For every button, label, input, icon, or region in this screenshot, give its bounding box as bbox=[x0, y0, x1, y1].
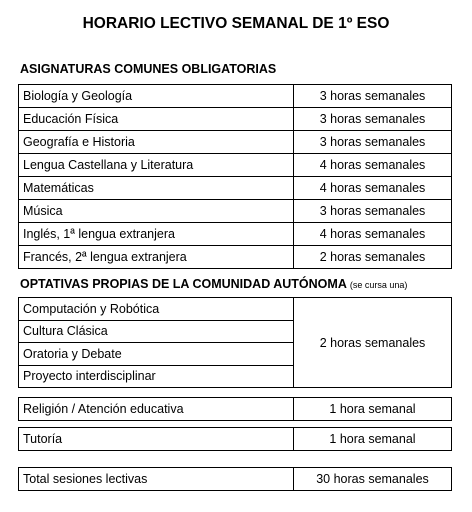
optional-hours: 2 horas semanales bbox=[294, 298, 452, 388]
subject-name: Proyecto interdisciplinar bbox=[19, 365, 294, 388]
total-table bbox=[18, 467, 452, 491]
subject-hours: 3 horas semanales bbox=[294, 200, 452, 223]
subject-hours: 3 horas semanales bbox=[294, 85, 452, 108]
subject-hours: 1 hora semanal bbox=[294, 398, 452, 421]
subject-name: Geografía e Historia bbox=[19, 131, 294, 154]
table-row bbox=[19, 468, 452, 491]
subject-name: Francés, 2ª lengua extranjera bbox=[19, 246, 294, 269]
subject-hours: 4 horas semanales bbox=[294, 154, 452, 177]
subject-hours: 4 horas semanales bbox=[294, 223, 452, 246]
table-row bbox=[19, 108, 452, 131]
subject-name: Cultura Clásica bbox=[19, 320, 294, 343]
subject-name: Inglés, 1ª lengua extranjera bbox=[19, 223, 294, 246]
optional-subjects-table bbox=[18, 297, 452, 388]
table-row bbox=[19, 154, 452, 177]
table-row bbox=[19, 177, 452, 200]
subject-name: Lengua Castellana y Literatura bbox=[19, 154, 294, 177]
table-row bbox=[19, 298, 452, 321]
total-label: Total sesiones lectivas bbox=[19, 468, 294, 491]
table-row bbox=[19, 200, 452, 223]
subject-name: Matemáticas bbox=[19, 177, 294, 200]
page-title: HORARIO LECTIVO SEMANAL DE 1º ESO bbox=[82, 15, 390, 32]
subject-hours: 4 horas semanales bbox=[294, 177, 452, 200]
subject-name: Música bbox=[19, 200, 294, 223]
common-subjects-heading: ASIGNATURAS COMUNES OBLIGATORIAS bbox=[20, 62, 277, 76]
subject-name: Oratoria y Debate bbox=[19, 343, 294, 366]
subject-hours: 3 horas semanales bbox=[294, 131, 452, 154]
tutor-table bbox=[18, 427, 452, 451]
subject-name: Biología y Geología bbox=[19, 85, 294, 108]
table-row bbox=[19, 428, 452, 451]
subject-name: Educación Física bbox=[19, 108, 294, 131]
table-row bbox=[19, 246, 452, 269]
table-row bbox=[19, 131, 452, 154]
table-row bbox=[19, 398, 452, 421]
religion-table bbox=[18, 397, 452, 421]
subject-hours: 3 horas semanales bbox=[294, 108, 452, 131]
optional-subjects-heading bbox=[20, 277, 407, 291]
optional-note: (se cursa una) bbox=[349, 280, 408, 290]
common-subjects-table bbox=[18, 84, 452, 269]
subject-hours: 2 horas semanales bbox=[294, 246, 452, 269]
table-row bbox=[19, 85, 452, 108]
subject-name: Computación y Robótica bbox=[19, 298, 294, 321]
subject-name: Religión / Atención educativa bbox=[19, 398, 294, 421]
subject-name: Tutoría bbox=[19, 428, 294, 451]
subject-hours: 1 hora semanal bbox=[294, 428, 452, 451]
table-row bbox=[19, 223, 452, 246]
optional-heading-text: OPTATIVAS PROPIAS DE LA COMUNIDAD AUTÓNOMA bbox=[20, 277, 347, 291]
total-hours: 30 horas semanales bbox=[294, 468, 452, 491]
